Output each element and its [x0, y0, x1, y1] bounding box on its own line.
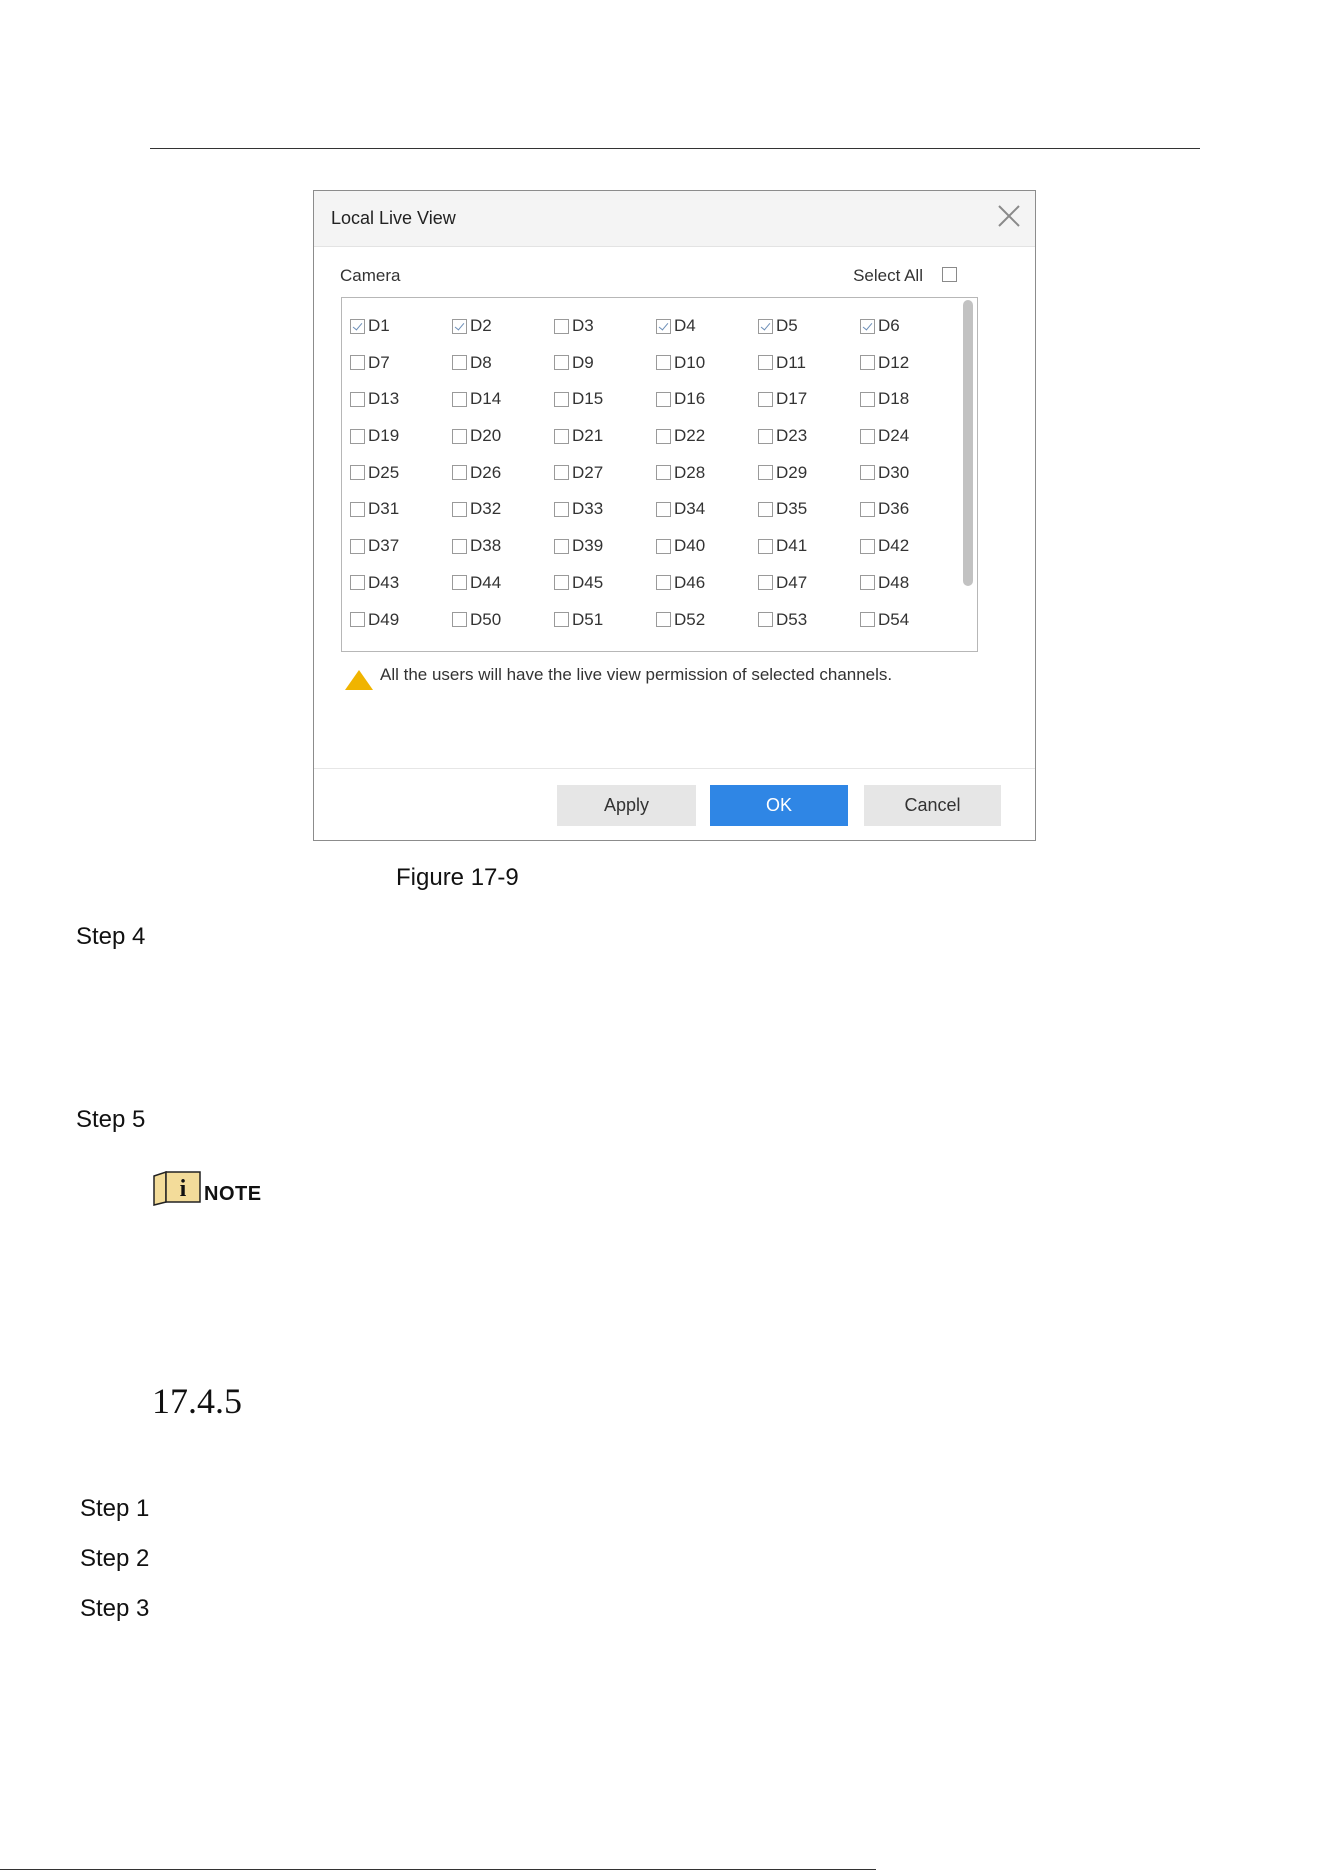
camera-label-text: D25 [368, 462, 400, 482]
camera-label-text: D46 [674, 572, 706, 592]
camera-label-text: D44 [470, 572, 502, 592]
footer-rule [0, 1869, 876, 1870]
camera-checkbox-item[interactable] [350, 533, 452, 559]
camera-checkbox-item[interactable] [860, 350, 962, 376]
camera-label-text: D12 [878, 352, 910, 372]
ok-button[interactable]: OK [710, 785, 848, 826]
camera-checkbox-item[interactable] [656, 460, 758, 486]
camera-checkbox-item[interactable] [554, 533, 656, 559]
apply-button[interactable]: Apply [557, 785, 696, 826]
checkbox[interactable] [452, 392, 467, 407]
checkbox[interactable] [656, 575, 671, 590]
camera-checkbox-item[interactable] [350, 607, 452, 633]
camera-label-text: D9 [572, 352, 594, 372]
camera-label-text: D3 [572, 316, 594, 335]
checkbox[interactable] [860, 502, 875, 517]
checkbox[interactable] [350, 612, 365, 627]
checkbox[interactable] [554, 319, 569, 334]
camera-label-text: D45 [572, 572, 604, 592]
checkbox[interactable] [554, 392, 569, 407]
camera-label-text: D21 [572, 426, 604, 446]
camera-checkbox-item[interactable] [554, 350, 656, 376]
warning-message: All the users will have the live view permission of selected channels. [380, 665, 893, 684]
checkbox[interactable] [758, 612, 773, 627]
camera-label-text: D47 [776, 572, 808, 592]
checkbox[interactable] [350, 319, 365, 334]
camera-checkbox-item[interactable] [554, 423, 656, 449]
checkbox[interactable] [656, 355, 671, 370]
camera-checkbox-item[interactable] [452, 423, 554, 449]
camera-label-text: D23 [776, 426, 808, 446]
checkbox[interactable] [452, 465, 467, 480]
checkbox[interactable] [758, 319, 773, 334]
camera-checkbox-item[interactable] [554, 496, 656, 522]
camera-label-text: D19 [368, 426, 400, 446]
camera-label-text: D15 [572, 389, 604, 409]
checkbox[interactable] [656, 392, 671, 407]
warning-triangle-icon [344, 669, 374, 691]
camera-label-text: D20 [470, 426, 502, 446]
checkbox[interactable] [554, 429, 569, 444]
camera-checkbox-item[interactable] [656, 607, 758, 633]
camera-checkbox-item[interactable] [860, 570, 962, 596]
camera-checkbox-item[interactable] [554, 313, 656, 339]
checkbox[interactable] [656, 429, 671, 444]
camera-checkbox-item[interactable] [656, 386, 758, 412]
camera-checkbox-item[interactable] [350, 313, 452, 339]
camera-label-text: D54 [878, 609, 910, 629]
camera-label-text: D5 [776, 316, 798, 335]
camera-list [341, 297, 978, 652]
camera-checkbox-item[interactable] [656, 423, 758, 449]
camera-checkbox-item[interactable] [452, 313, 554, 339]
camera-list-scrollbar[interactable] [961, 300, 975, 649]
camera-label-text: D30 [878, 462, 910, 482]
camera-label-text: D17 [776, 389, 808, 409]
checkbox[interactable] [350, 429, 365, 444]
checkbox[interactable] [452, 539, 467, 554]
camera-label-text: D8 [470, 352, 492, 372]
checkbox[interactable] [452, 429, 467, 444]
camera-label-text: D41 [776, 536, 808, 556]
note-callout [152, 1170, 262, 1206]
checkbox[interactable] [758, 392, 773, 407]
camera-checkbox-item[interactable] [860, 386, 962, 412]
checkbox[interactable] [554, 612, 569, 627]
camera-label-text: D29 [776, 462, 808, 482]
camera-label-text: D27 [572, 462, 604, 482]
camera-checkbox-item[interactable] [758, 570, 860, 596]
camera-grid [350, 313, 950, 643]
step-label: Step 2 [80, 1545, 150, 1572]
info-note-icon [152, 1170, 202, 1206]
checkbox[interactable] [656, 502, 671, 517]
camera-checkbox-item[interactable] [452, 570, 554, 596]
camera-label-text: D4 [674, 316, 696, 335]
svg-text:i: i [179, 1176, 187, 1202]
camera-label-text: D32 [470, 499, 502, 519]
camera-checkbox-item[interactable] [860, 607, 962, 633]
camera-label-text: D11 [776, 352, 806, 372]
checkbox[interactable] [656, 319, 671, 334]
camera-label-text: D28 [674, 462, 706, 482]
camera-label-text: D51 [572, 609, 604, 629]
checkbox[interactable] [656, 612, 671, 627]
camera-checkbox-item[interactable] [452, 496, 554, 522]
checkbox[interactable] [860, 319, 875, 334]
camera-checkbox-item[interactable] [656, 496, 758, 522]
dialog-title: Local Live View [331, 208, 456, 228]
camera-checkbox-item[interactable] [758, 607, 860, 633]
checkbox[interactable] [350, 392, 365, 407]
camera-label-text: D48 [878, 572, 910, 592]
checkbox[interactable] [758, 575, 773, 590]
checkbox[interactable] [452, 612, 467, 627]
checkbox[interactable] [350, 539, 365, 554]
checkbox[interactable] [758, 539, 773, 554]
camera-label-text: D6 [878, 316, 900, 335]
scrollbar-thumb[interactable] [963, 300, 973, 586]
camera-label-text: D16 [674, 389, 706, 409]
camera-label-text: D10 [674, 352, 706, 372]
checkbox[interactable] [452, 355, 467, 370]
camera-label: Camera [340, 266, 401, 285]
footer-divider [314, 768, 1035, 769]
camera-label-text: D22 [674, 426, 706, 446]
header-rule [150, 148, 1200, 149]
select-all-label: Select All [853, 266, 923, 285]
camera-label-text: D14 [470, 389, 502, 409]
camera-checkbox-item[interactable] [554, 607, 656, 633]
select-all-checkbox[interactable] [942, 267, 957, 282]
checkbox[interactable] [860, 465, 875, 480]
step-label: Step 3 [80, 1595, 150, 1622]
checkbox[interactable] [758, 355, 773, 370]
camera-label-text: D18 [878, 389, 910, 409]
checkbox[interactable] [350, 465, 365, 480]
checkbox[interactable] [656, 465, 671, 480]
camera-checkbox-item[interactable] [452, 607, 554, 633]
camera-label-text: D37 [368, 536, 400, 556]
checkbox[interactable] [758, 502, 773, 517]
camera-label-text: D40 [674, 536, 706, 556]
camera-label-text: D13 [368, 389, 400, 409]
checkbox[interactable] [452, 575, 467, 590]
camera-checkbox-item[interactable] [554, 386, 656, 412]
camera-label-text: D26 [470, 462, 502, 482]
checkbox[interactable] [554, 575, 569, 590]
camera-checkbox-item[interactable] [350, 350, 452, 376]
dialog-header [314, 191, 1035, 247]
camera-checkbox-item[interactable] [656, 570, 758, 596]
camera-checkbox-item[interactable] [452, 460, 554, 486]
note-label: NOTE [204, 1183, 262, 1205]
checkbox[interactable] [860, 355, 875, 370]
checkbox[interactable] [860, 575, 875, 590]
camera-checkbox-item[interactable] [350, 496, 452, 522]
camera-checkbox-item[interactable] [350, 570, 452, 596]
camera-label-text: D24 [878, 426, 910, 446]
close-icon[interactable] [996, 203, 1022, 229]
camera-label-text: D50 [470, 609, 502, 629]
camera-checkbox-item[interactable] [860, 460, 962, 486]
camera-checkbox-item[interactable] [758, 386, 860, 412]
checkbox[interactable] [350, 502, 365, 517]
camera-label-text: D34 [674, 499, 706, 519]
camera-checkbox-item[interactable] [554, 570, 656, 596]
checkbox[interactable] [860, 539, 875, 554]
checkbox[interactable] [350, 575, 365, 590]
checkbox[interactable] [860, 392, 875, 407]
cancel-button[interactable]: Cancel [864, 785, 1001, 826]
camera-checkbox-item[interactable] [860, 313, 962, 339]
camera-label-text: D49 [368, 609, 400, 629]
camera-checkbox-item[interactable] [350, 386, 452, 412]
camera-label-text: D2 [470, 316, 492, 335]
step-label: Step 1 [80, 1495, 150, 1522]
camera-label-text: D38 [470, 536, 502, 556]
camera-checkbox-item[interactable] [656, 313, 758, 339]
checkbox[interactable] [452, 502, 467, 517]
checkbox[interactable] [860, 612, 875, 627]
camera-checkbox-item[interactable] [554, 460, 656, 486]
step-label: Step 4 [76, 923, 146, 950]
checkbox[interactable] [554, 355, 569, 370]
camera-checkbox-item[interactable] [758, 533, 860, 559]
camera-checkbox-item[interactable] [758, 423, 860, 449]
camera-label-text: D39 [572, 536, 604, 556]
camera-label-text: D43 [368, 572, 400, 592]
camera-label-text: D1 [368, 316, 390, 335]
camera-checkbox-item[interactable] [758, 313, 860, 339]
checkbox[interactable] [350, 355, 365, 370]
camera-label-text: D31 [368, 499, 400, 519]
camera-label-text: D42 [878, 536, 910, 556]
camera-checkbox-item[interactable] [350, 423, 452, 449]
camera-checkbox-item[interactable] [656, 350, 758, 376]
camera-checkbox-item[interactable] [452, 350, 554, 376]
checkbox[interactable] [554, 502, 569, 517]
camera-checkbox-item[interactable] [350, 460, 452, 486]
figure-caption: Figure 17-9 [396, 864, 519, 891]
camera-checkbox-item[interactable] [656, 533, 758, 559]
checkbox[interactable] [656, 539, 671, 554]
checkbox[interactable] [554, 539, 569, 554]
camera-checkbox-item[interactable] [860, 423, 962, 449]
camera-checkbox-item[interactable] [860, 533, 962, 559]
checkbox[interactable] [554, 465, 569, 480]
checkbox[interactable] [452, 319, 467, 334]
section-number: 17.4.5 [152, 1381, 242, 1421]
local-live-view-dialog [313, 190, 1036, 841]
camera-label-text: D33 [572, 499, 604, 519]
checkbox[interactable] [758, 465, 773, 480]
checkbox[interactable] [860, 429, 875, 444]
camera-label-text: D36 [878, 499, 910, 519]
camera-checkbox-item[interactable] [758, 460, 860, 486]
camera-label-text: D7 [368, 352, 390, 372]
camera-label-text: D52 [674, 609, 706, 629]
camera-checkbox-item[interactable] [452, 533, 554, 559]
step-label: Step 5 [76, 1106, 146, 1133]
camera-checkbox-item[interactable] [758, 350, 860, 376]
checkbox[interactable] [758, 429, 773, 444]
camera-checkbox-item[interactable] [758, 496, 860, 522]
camera-label-text: D35 [776, 499, 808, 519]
camera-checkbox-item[interactable] [860, 496, 962, 522]
camera-checkbox-item[interactable] [452, 386, 554, 412]
camera-label-text: D53 [776, 609, 808, 629]
